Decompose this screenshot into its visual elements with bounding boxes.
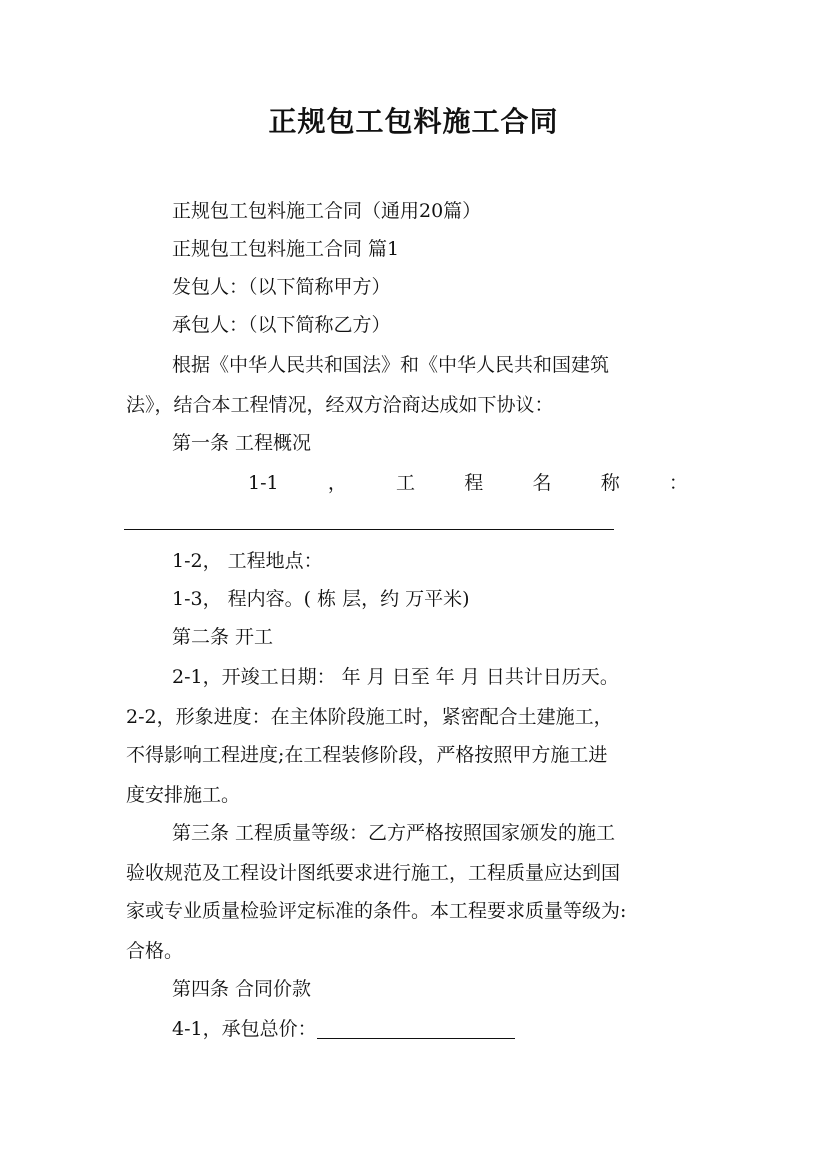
paragraph-line: 度安排施工。 bbox=[126, 784, 241, 806]
paragraph-line: 法》，结合本工程情况，经双方洽商达成如下协议： bbox=[126, 394, 554, 416]
paragraph-line: 2-1，开竣工日期： 年 月 日至 年 月 日共计日历天。 bbox=[172, 666, 619, 688]
paragraph-line: 第四条 合同价款 bbox=[172, 978, 312, 1000]
paragraph-line: 承包人：（以下简称乙方） bbox=[172, 314, 391, 336]
contract-price-label: 4-1，承包总价： bbox=[172, 1018, 317, 1040]
paragraph-line: 合格。 bbox=[126, 940, 184, 962]
spread-text: 名 bbox=[532, 472, 552, 494]
paragraph-line: 发包人：（以下简称甲方） bbox=[172, 276, 391, 298]
paragraph-line: 第一条 工程概况 bbox=[172, 432, 312, 454]
contract-price-line bbox=[172, 1010, 758, 1048]
project-name-line bbox=[248, 464, 688, 502]
spread-text: 1-1 bbox=[248, 472, 279, 494]
fill-in-blank bbox=[317, 1016, 515, 1039]
paragraph-line: 第三条 工程质量等级：乙方严格按照国家颁发的施工 bbox=[172, 822, 616, 844]
paragraph-line: 2-2，形象进度：在主体阶段施工时，紧密配合土建施工， bbox=[126, 706, 613, 728]
paragraph-line: 不得影响工程进度;在工程装修阶段，严格按照甲方施工进 bbox=[126, 744, 608, 766]
paragraph-line: 第二条 开工 bbox=[172, 626, 274, 648]
document-title: 正规包工包料施工合同 bbox=[268, 105, 559, 138]
spread-text: 工 bbox=[396, 472, 416, 494]
paragraph-line: 正规包工包料施工合同（通用20篇） bbox=[172, 200, 482, 222]
spread-text: 程 bbox=[464, 472, 484, 494]
paragraph-line: 验收规范及工程设计图纸要求进行施工，工程质量应达到国 bbox=[126, 862, 621, 884]
spread-text: ： bbox=[668, 472, 688, 494]
paragraph-line: 家或专业质量检验评定标准的条件。本工程要求质量等级为: bbox=[126, 900, 627, 922]
paragraph-line: 1-2， 工程地点： bbox=[172, 550, 323, 572]
spread-text: 称 bbox=[600, 472, 620, 494]
fill-in-blank-line bbox=[124, 529, 614, 530]
paragraph-line: 正规包工包料施工合同 篇1 bbox=[172, 238, 400, 260]
paragraph-line: 根据《中华人民共和国法》和《中华人民共和国建筑 bbox=[172, 354, 610, 376]
spread-text: ， bbox=[327, 472, 347, 494]
paragraph-line: 1-3， 程内容。( 栋 层，约 万平米) bbox=[172, 588, 470, 610]
